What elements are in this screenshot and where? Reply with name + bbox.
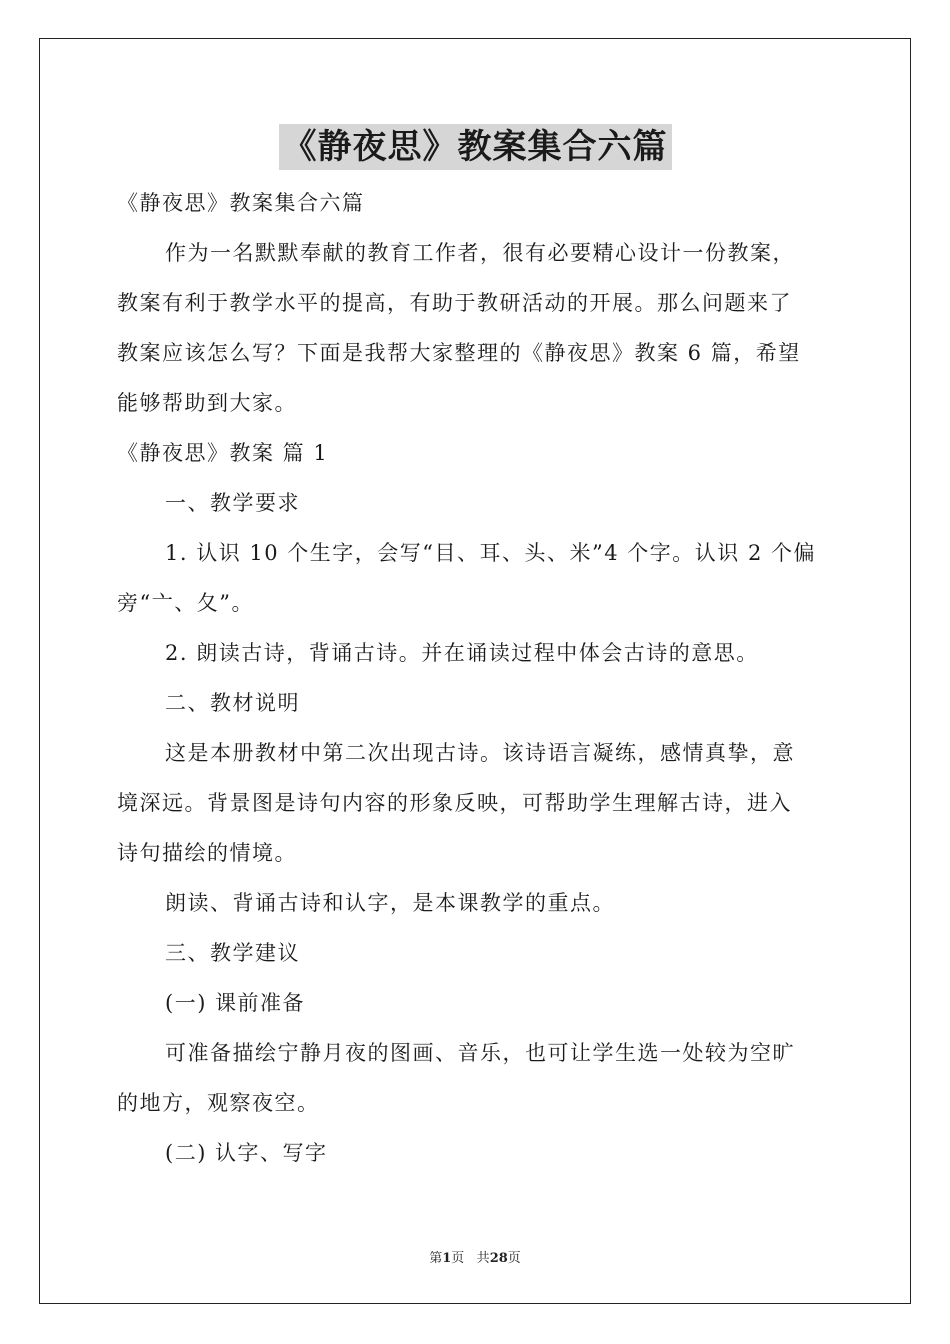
text-line: 《静夜思》教案 篇 1 [117, 441, 329, 465]
text-line: 能够帮助到大家。 [117, 391, 297, 415]
total-pages: 28 [489, 1251, 508, 1266]
text-line: (二) 认字、写字 [165, 1141, 328, 1165]
text-line: 教案应该怎么写？下面是我帮大家整理的《静夜思》教案 6 篇，希望 [117, 341, 801, 365]
text-line: 的地方，观察夜空。 [117, 1091, 320, 1115]
text-line: 旁“亠、夂”。 [117, 591, 254, 615]
text-line: 境深远。背景图是诗句内容的形象反映，可帮助学生理解古诗，进入 [117, 791, 792, 815]
text-line: 朗读、背诵古诗和认字，是本课教学的重点。 [165, 891, 615, 915]
page-number: 1 [442, 1251, 452, 1266]
total-suffix: 页 [507, 1251, 521, 1266]
text-line: 二、教材说明 [165, 691, 300, 715]
text-line: 可准备描绘宁静月夜的图画、音乐，也可让学生选一处较为空旷 [165, 1041, 795, 1065]
text-line: 2. 朗读古诗，背诵古诗。并在诵读过程中体会古诗的意思。 [165, 641, 759, 665]
text-line: 诗句描绘的情境。 [117, 841, 297, 865]
document-title: 《静夜思》教案集合六篇 [279, 124, 672, 170]
page-footer [0, 1247, 950, 1266]
text-line: 作为一名默默奉献的教育工作者，很有必要精心设计一份教案， [165, 241, 795, 265]
text-line: 1. 认识 10 个生字，会写“目、耳、头、米”4 个字。认识 2 个偏 [165, 541, 817, 565]
page-prefix: 第 [429, 1251, 443, 1266]
text-line: (一) 课前准备 [165, 991, 306, 1015]
document-body [117, 178, 837, 1178]
page-suffix: 页 [451, 1251, 465, 1266]
text-line: 一、教学要求 [165, 491, 300, 515]
text-line: 教案有利于教学水平的提高，有助于教研活动的开展。那么问题来了 [117, 291, 792, 315]
text-line: 三、教学建议 [165, 941, 300, 965]
text-line: 这是本册教材中第二次出现古诗。该诗语言凝练，感情真挚，意 [165, 741, 795, 765]
title-area [0, 124, 950, 170]
text-line: 《静夜思》教案集合六篇 [117, 191, 365, 215]
total-prefix: 共 [476, 1251, 490, 1266]
